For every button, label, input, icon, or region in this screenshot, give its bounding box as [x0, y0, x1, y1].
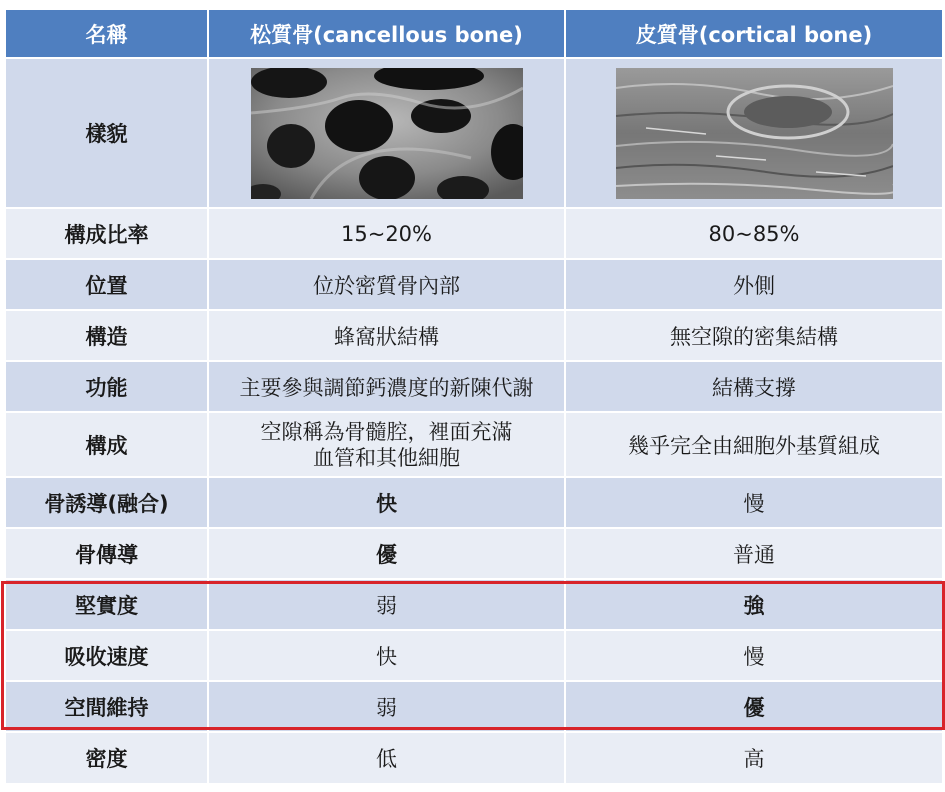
row-label: 樣貌 — [5, 58, 208, 208]
table-row — [5, 630, 943, 681]
cancellous-value: 低 — [208, 732, 565, 784]
cancellous-value: 弱 — [208, 681, 565, 732]
bone-comparison-table — [4, 8, 944, 785]
cancellous-value-line2: 血管和其他細胞 — [313, 445, 460, 470]
header-row — [5, 9, 943, 58]
table-row — [5, 579, 943, 630]
appearance-row — [5, 58, 943, 208]
row-label: 吸收速度 — [5, 630, 208, 681]
cancellous-value-line1: 空隙稱為骨髓腔，裡面充滿 — [260, 419, 513, 444]
cortical-value: 結構支撐 — [565, 361, 943, 412]
cancellous-value: 優 — [208, 528, 565, 579]
cortical-value: 優 — [565, 681, 943, 732]
table-row — [5, 208, 943, 259]
table-row — [5, 528, 943, 579]
cortical-value: 慢 — [565, 477, 943, 528]
cancellous-value: 快 — [208, 477, 565, 528]
row-label: 骨傳導 — [5, 528, 208, 579]
cortical-value: 外側 — [565, 259, 943, 310]
row-label: 構造 — [5, 310, 208, 361]
cancellous-bone-image — [251, 68, 523, 199]
table-row — [5, 412, 943, 477]
cortical-value: 普通 — [565, 528, 943, 579]
row-label: 空間維持 — [5, 681, 208, 732]
row-label: 功能 — [5, 361, 208, 412]
cortical-bone-image — [616, 68, 893, 199]
header-cancellous: 松質骨(cancellous bone) — [208, 9, 565, 58]
cancellous-value: 主要參與調節鈣濃度的新陳代謝 — [208, 361, 565, 412]
table-row — [5, 477, 943, 528]
cortical-value: 慢 — [565, 630, 943, 681]
row-label: 構成比率 — [5, 208, 208, 259]
row-label: 堅實度 — [5, 579, 208, 630]
cortical-value: 高 — [565, 732, 943, 784]
table-row — [5, 310, 943, 361]
table-row — [5, 732, 943, 784]
row-label: 骨誘導(融合) — [5, 477, 208, 528]
cancellous-image-cell — [208, 58, 565, 208]
row-label: 構成 — [5, 412, 208, 477]
cortical-value: 幾乎完全由細胞外基質組成 — [565, 412, 943, 477]
table-row — [5, 259, 943, 310]
cortical-value: 80~85% — [565, 208, 943, 259]
cancellous-value: 位於密質骨內部 — [208, 259, 565, 310]
cancellous-value — [208, 412, 565, 477]
cancellous-value: 15~20% — [208, 208, 565, 259]
cortical-image-cell — [565, 58, 943, 208]
cancellous-value: 蜂窩狀結構 — [208, 310, 565, 361]
cortical-value: 強 — [565, 579, 943, 630]
header-name: 名稱 — [5, 9, 208, 58]
row-label: 密度 — [5, 732, 208, 784]
row-label: 位置 — [5, 259, 208, 310]
table-row — [5, 681, 943, 732]
cancellous-value: 弱 — [208, 579, 565, 630]
header-cortical: 皮質骨(cortical bone) — [565, 9, 943, 58]
cancellous-value: 快 — [208, 630, 565, 681]
cortical-value: 無空隙的密集結構 — [565, 310, 943, 361]
table-row — [5, 361, 943, 412]
